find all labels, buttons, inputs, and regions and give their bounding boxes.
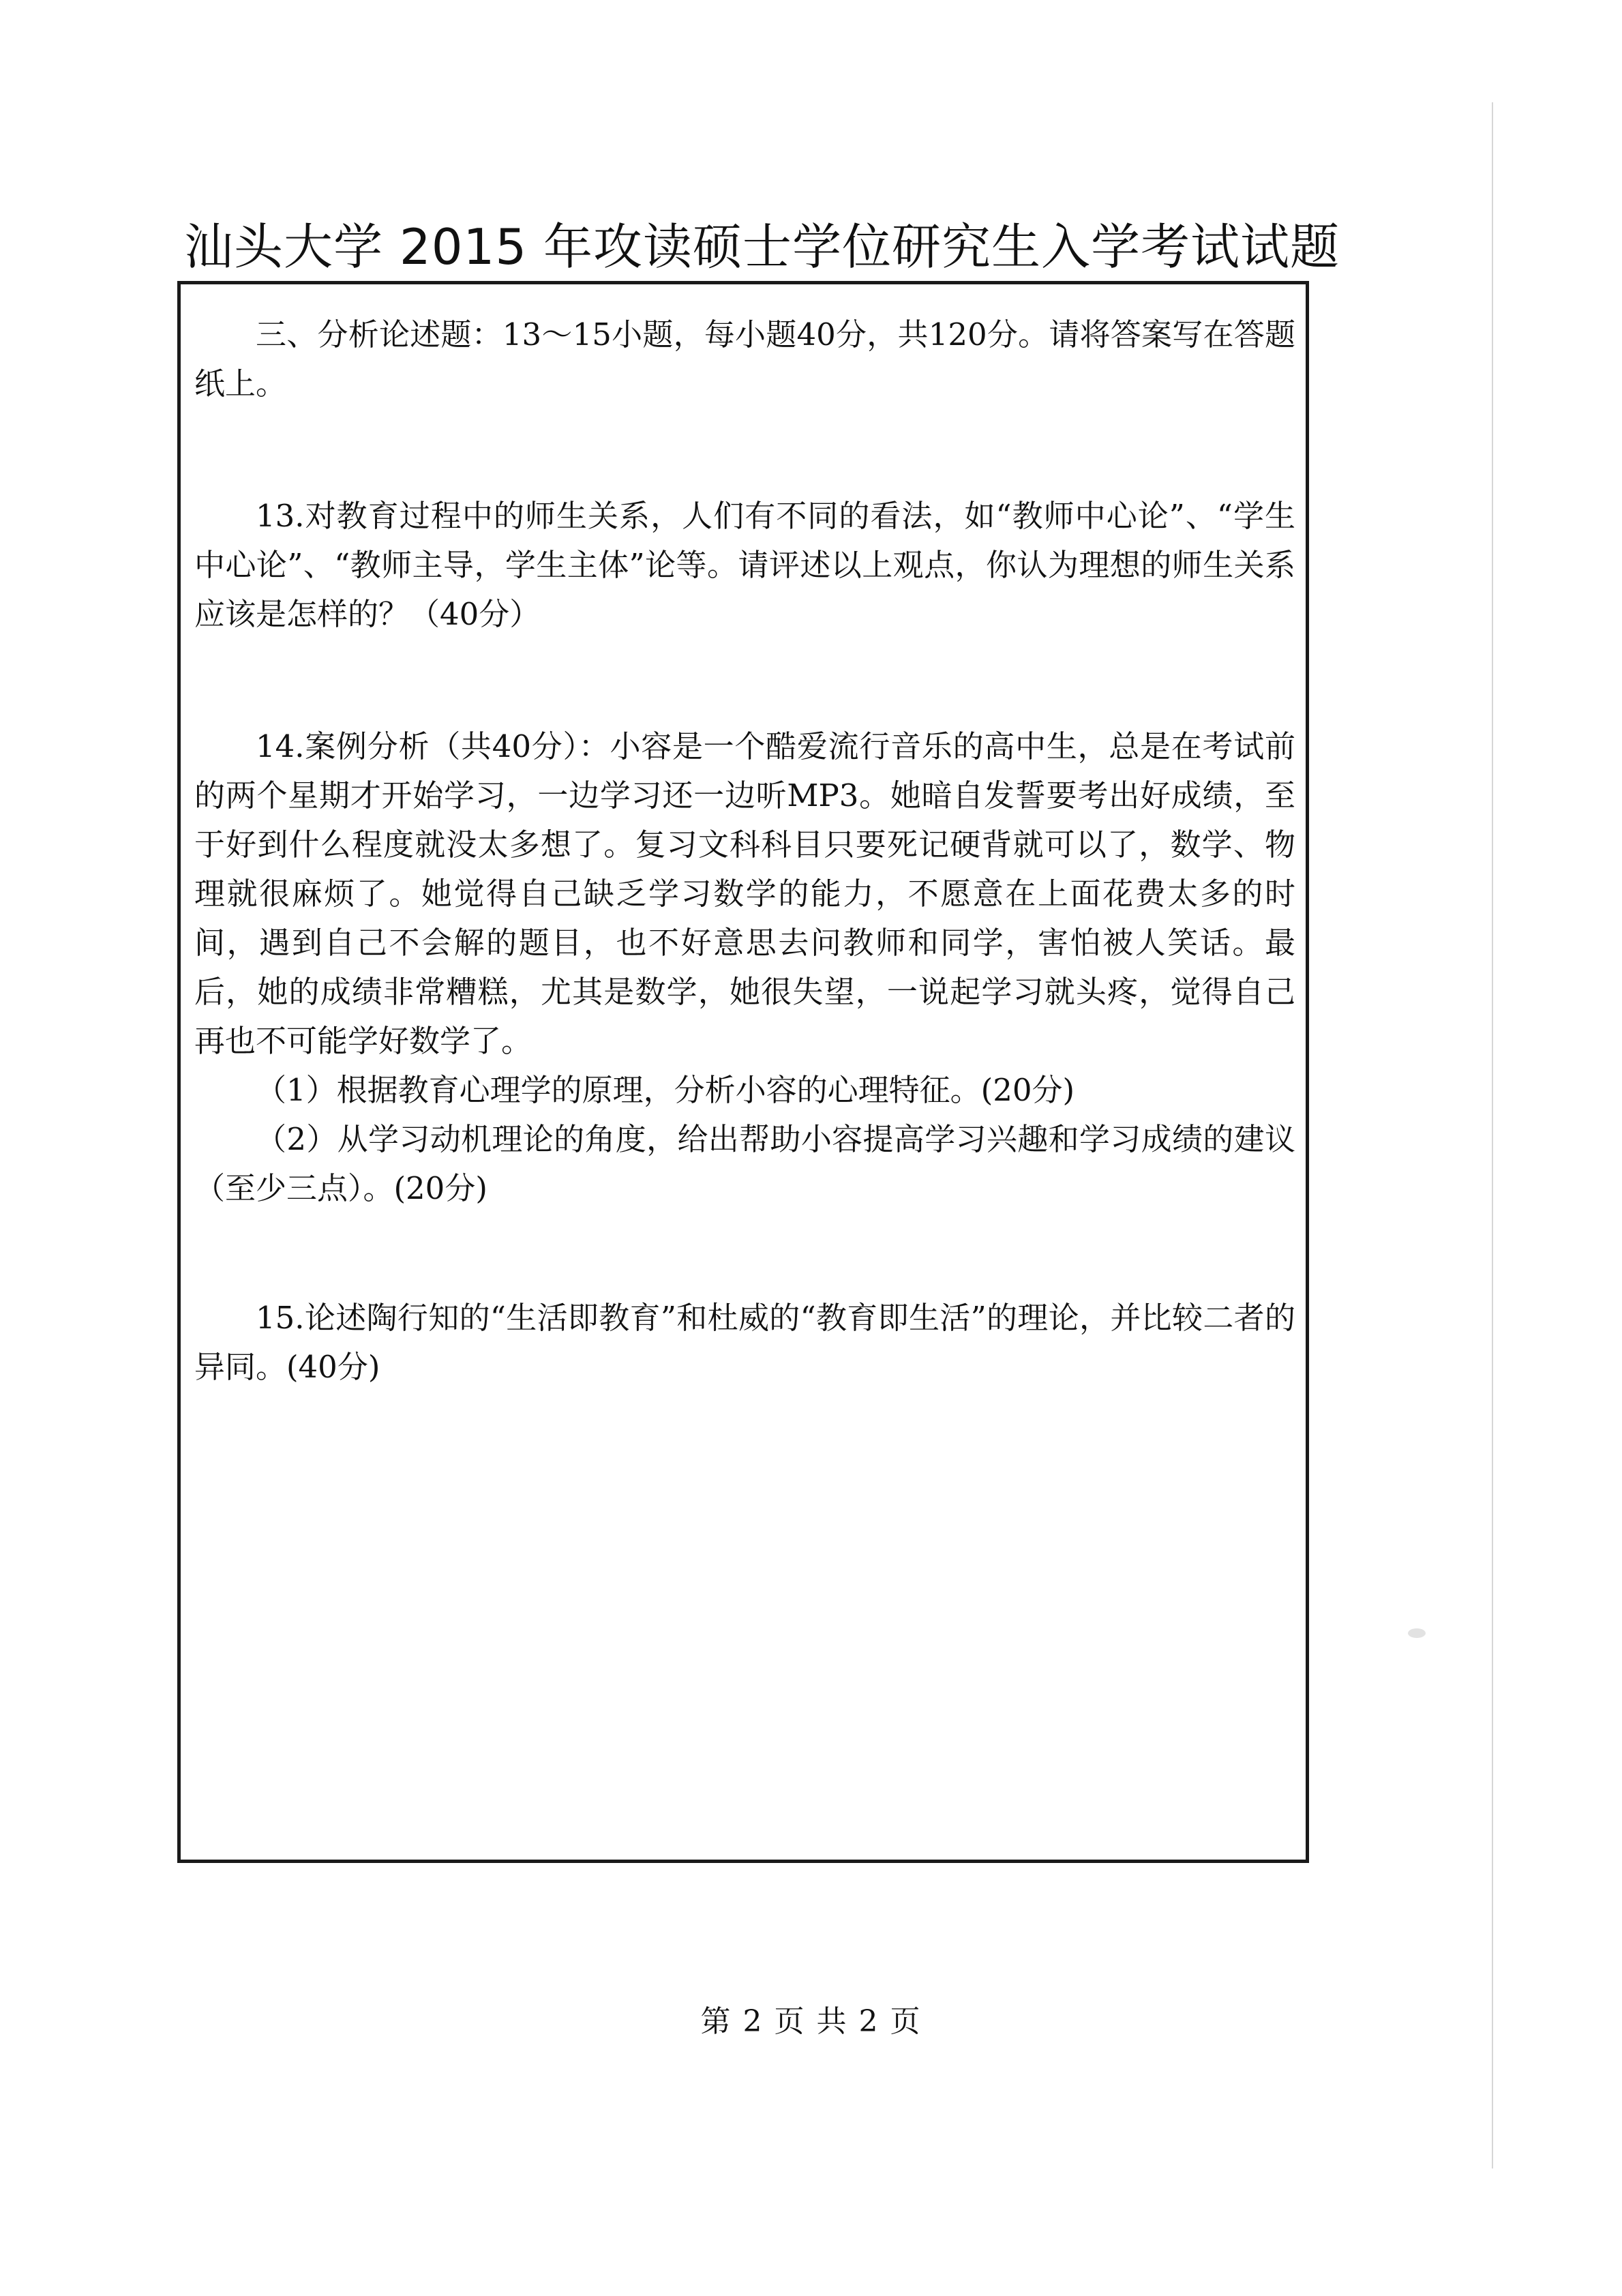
exam-title: 汕头大学 2015 年攻读硕士学位研究生入学考试试题 (184, 218, 1340, 275)
question-14-sub-2: （2）从学习动机理论的角度，给出帮助小容提高学习兴趣和学习成绩的建议（至少三点）。(20分) (194, 1121, 1295, 1206)
spacer (194, 408, 1295, 492)
question-13: 13.对教育过程中的师生关系，人们有不同的看法，如“教师中心论”、“学生中心论”、“教师主导，学生主体”论等。请评述以上观点，你认为理想的师生关系应该是怎样的？（40分） (194, 498, 1295, 632)
question-15: 15.论述陶行知的“生活即教育”和杜威的“教育即生活”的理论，并比较二者的异同。(40分) (194, 1300, 1295, 1385)
page-edge-line (1492, 102, 1493, 2168)
scan-smudge (1408, 1628, 1426, 1638)
question-content (194, 310, 1295, 1392)
page-number: 第 2 页 共 2 页 (700, 2004, 922, 2039)
question-14-sub-1: （1）根据教育心理学的原理，分析小容的心理特征。(20分) (256, 1072, 1075, 1108)
question-14: 14.案例分析（共40分）：小容是一个酷爱流行音乐的高中生，总是在考试前的两个星期才开始学习，一边学习还一边听MP3。她暗自发誓要考出好成绩，至于好到什么程度就没太多想了。复习文科科目只要死记硬背就可以了，数学、物理就很麻烦了。她觉得自己缺乏学习数学的能力，不愿意在上面花费太多的时间，遇到自己不会解的题目，也不好意思去问教师和同学，害怕被人笑话。最后，她的成绩非常糟糕，尤其是数学，她很失望，一说起学习就头疼，觉得自己再也不可能学好数学了。 (194, 728, 1295, 1059)
spacer (194, 1213, 1295, 1294)
spacer (194, 639, 1295, 722)
section-heading: 三、分析论述题：13～15小题，每小题40分，共120分。请将答案写在答题纸上。 (194, 316, 1295, 402)
